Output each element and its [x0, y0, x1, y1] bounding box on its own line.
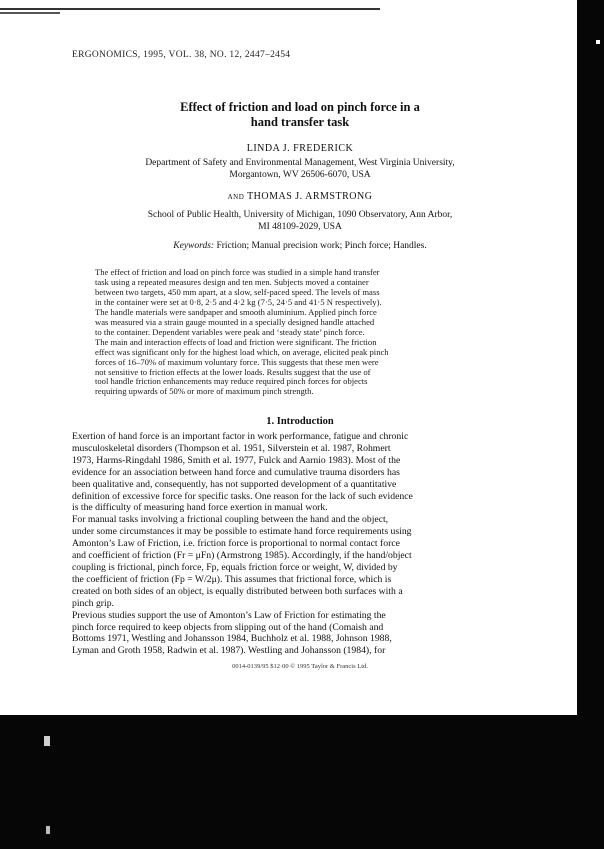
body-line: coupling is frictional, pinch force, Fp, equals friction force or weight, W, divided by: [72, 561, 398, 573]
abstract-line: The handle materials were sandpaper and smooth aluminium. Applied pinch force: [95, 306, 377, 317]
abstract-line: tool handle friction enhancements may reduce required pinch forces for objects: [95, 376, 368, 387]
body-line: 1973, Harms-Ringdahl 1986, Smith et al. 1977, Fulck and Aarnio 1983). Most of the: [72, 454, 401, 466]
abstract-line: was measured via a strain gauge mounted in a specially designed handle attached: [95, 316, 375, 327]
body-line: Exertion of hand force is an important factor in work performance, fatigue and chronic: [72, 431, 409, 442]
paper-title-line-1: Effect of friction and load on pinch force in a: [180, 100, 420, 114]
body-line: evidence for an association between hand force and cumulative trauma disorders has: [72, 466, 400, 478]
author-affiliation: Morgantown, WV 26506-6070, USA: [229, 170, 371, 180]
body-line: the coefficient of friction (Fp = W/2μ). This assumes that frictional force, which is: [72, 573, 392, 585]
abstract-line: The main and interaction effects of load and friction were significant. The friction: [95, 336, 377, 347]
body-line: Bottoms 1971, Westling and Johansson 1984, Buchholz et al. 1988, Johnson 1988,: [72, 633, 392, 645]
running-head: ERGONOMICS, 1995, VOL. 38, NO. 12, 2447–2454: [72, 50, 291, 60]
scan-artifact: [44, 736, 50, 746]
abstract-line: to the container. Dependent variables were peak and ‘steady state’ pinch force.: [95, 326, 365, 337]
section-heading: 1. Introduction: [266, 416, 334, 427]
abstract-line: forces of 16–70% of maximum voluntary force. This suggests that these men were: [95, 356, 379, 367]
body-line: created on both sides of an object, is equally distributed between both surfaces with a: [72, 585, 403, 597]
body-line: pinch force required to keep objects from slipping out of the hand (Comaish and: [72, 621, 384, 633]
body-line: Previous studies support the use of Amonton’s Law of Friction for estimating the: [72, 609, 386, 621]
abstract-line: effect was significant only for the highest load which, on average, elicited peak pinch: [95, 346, 389, 357]
scan-shadow-bottom: [0, 715, 604, 849]
author-name: LINDA J. FREDERICK: [246, 143, 354, 154]
body-line: and coefficient of friction (Fr = μFn) (Armstrong 1985). Accordingly, if the hand/object: [72, 550, 412, 562]
abstract: [95, 268, 505, 397]
author-affiliation: School of Public Health, University of Michigan, 1090 Observatory, Ann Arbor,: [147, 210, 453, 220]
body-line: For manual tasks involving a frictional coupling between the hand and the object,: [72, 514, 389, 526]
keywords-text: Friction; Manual precision work; Pinch force; Handles.: [216, 241, 427, 251]
body-text: [72, 431, 532, 657]
author-affiliation: MI 48109-2029, USA: [258, 222, 342, 232]
body-line: under some circumstances it may be possible to estimate hand force requirements using: [72, 526, 412, 538]
scan-artifact: [46, 826, 50, 834]
abstract-line: The effect of friction and load on pinch force was studied in a simple hand transfer: [95, 267, 380, 277]
author-name: and THOMAS J. ARMSTRONG: [227, 191, 373, 202]
keywords: [80, 241, 520, 251]
abstract-line: not sensitive to friction effects at the lower loads. Results suggest that the use of: [95, 366, 371, 377]
keywords-label: Keywords:: [173, 241, 215, 251]
abstract-line: task using a repeated measures design and ten men. Subjects moved a container: [95, 276, 369, 287]
paper-title-line-2: hand transfer task: [250, 115, 350, 129]
abstract-line: in the container were set at 0·8, 2·5 and 4·2 kg (7·5, 24·5 and 41·5 N respectively).: [95, 296, 382, 307]
copyright-footer: 0014-0139/95 $12·00 © 1995 Taylor & Francis Ltd.: [232, 663, 368, 670]
abstract-line: between two targets, 450 mm apart, at a slow, self-paced speed. The levels of mass: [95, 286, 380, 297]
body-line: Amonton’s Law of Friction, i.e. friction force is proportional to normal contact force: [72, 538, 400, 550]
body-line: pinch grip.: [72, 597, 114, 609]
body-line: musculoskeletal disorders (Thompson et al. 1951, Silverstein et al. 1987, Rohmert: [72, 442, 391, 454]
body-line: Lyman and Groth 1958, Radwin et al. 1987). Westling and Johansson (1984), for: [72, 645, 386, 657]
body-line: is the difficulty of measuring hand force exertion in manual work.: [72, 502, 328, 514]
body-line: been qualitative and, consequently, has not supported development of a quantitative: [72, 478, 397, 490]
abstract-line: requiring upwards of 50% or more of maximum pinch strength.: [95, 386, 314, 397]
author-affiliation: Department of Safety and Environmental Management, West Virginia University,: [145, 158, 455, 168]
body-line: definition of excessive force for specific tasks. One reason for the lack of such evidence: [72, 490, 413, 502]
